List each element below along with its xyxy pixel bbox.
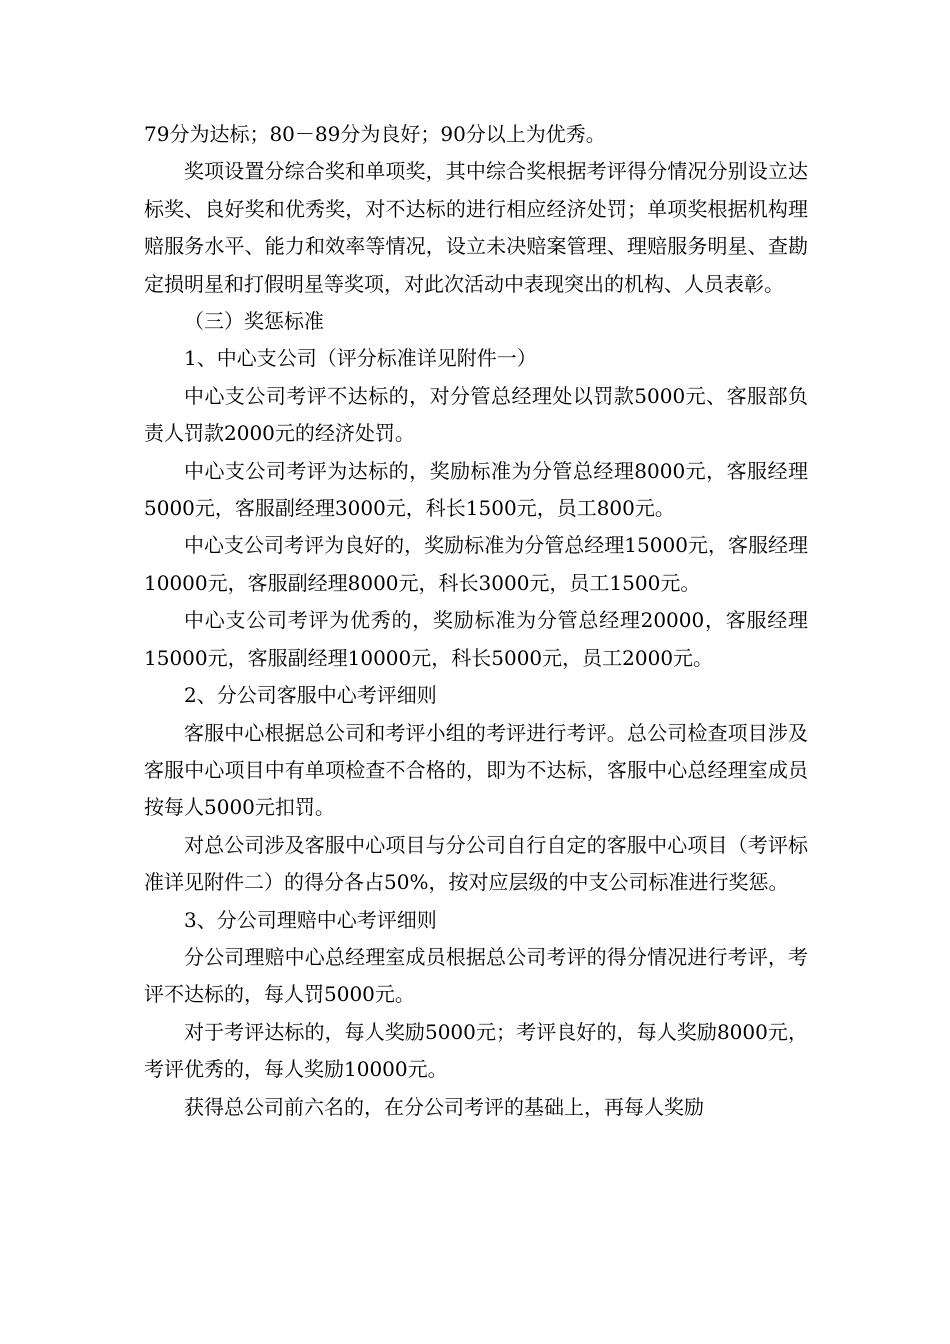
subheading-claims-center: 3、分公司理赔中心考评细则 bbox=[184, 907, 437, 932]
subheading-central-branch: 1、中心支公司（评分标准详见附件一） bbox=[184, 346, 537, 371]
paragraph-central-branch-pass: 中心支公司考评为达标的，奖励标准为分管总经理8000元，客服经理5000元，客服副经理3000元，科长1500元，员工800元。 bbox=[144, 458, 808, 521]
paragraph-award-settings: 奖项设置分综合奖和单项奖，其中综合奖根据考评得分情况分别设立达标奖、良好奖和优秀奖，对不达标的进行相应经济处罚；单项奖根据机构理赔服务水平、能力和效率等情况，设立未决赔案管理、理赔服务明星、查勘定损明星和打假明星等奖项，对此次活动中表现突出的机构、人员表彰。 bbox=[144, 159, 808, 296]
paragraph-central-branch-good: 中心支公司考评为良好的，奖励标准为分管总经理15000元，客服经理10000元，客服副经理8000元，科长3000元，员工1500元。 bbox=[144, 533, 808, 595]
paragraph-claims-center-fail: 分公司理赔中心总经理室成员根据总公司考评的得分情况进行考评，考评不达标的，每人罚5000元。 bbox=[144, 944, 808, 1007]
section-heading-reward-standards: （三）奖惩标准 bbox=[184, 309, 324, 334]
paragraph-continuation: 79分为达标；80－89分为良好；90分以上为优秀。 bbox=[144, 122, 606, 146]
subheading-service-center: 2、分公司客服中心考评细则 bbox=[184, 683, 437, 708]
paragraph-service-center-rules: 客服中心根据总公司和考评小组的考评进行考评。总公司检查项目涉及客服中心项目中有单项检查不合格的，即为不达标，客服中心总经理室成员按每人5000元扣罚。 bbox=[144, 720, 808, 820]
paragraph-service-center-weighting: 对总公司涉及客服中心项目与分公司自行自定的客服中心项目（考评标准详见附件二）的得分各占50%，按对应层级的中支公司标准进行奖惩。 bbox=[144, 832, 808, 895]
document-body bbox=[144, 116, 808, 1126]
paragraph-central-branch-excellent: 中心支公司考评为优秀的，奖励标准为分管总经理20000，客服经理15000元，客服副经理10000元，科长5000元，员工2000元。 bbox=[144, 608, 808, 670]
paragraph-claims-center-rewards: 对于考评达标的，每人奖励5000元；考评良好的，每人奖励8000元，考评优秀的，每人奖励10000元。 bbox=[144, 1019, 808, 1082]
paragraph-top-six-bonus: 获得总公司前六名的，在分公司考评的基础上，再每人奖励 bbox=[184, 1094, 704, 1119]
paragraph-central-branch-fail: 中心支公司考评不达标的，对分管总经理处以罚款5000元、客服部负责人罚款2000元的经济处罚。 bbox=[144, 383, 808, 446]
